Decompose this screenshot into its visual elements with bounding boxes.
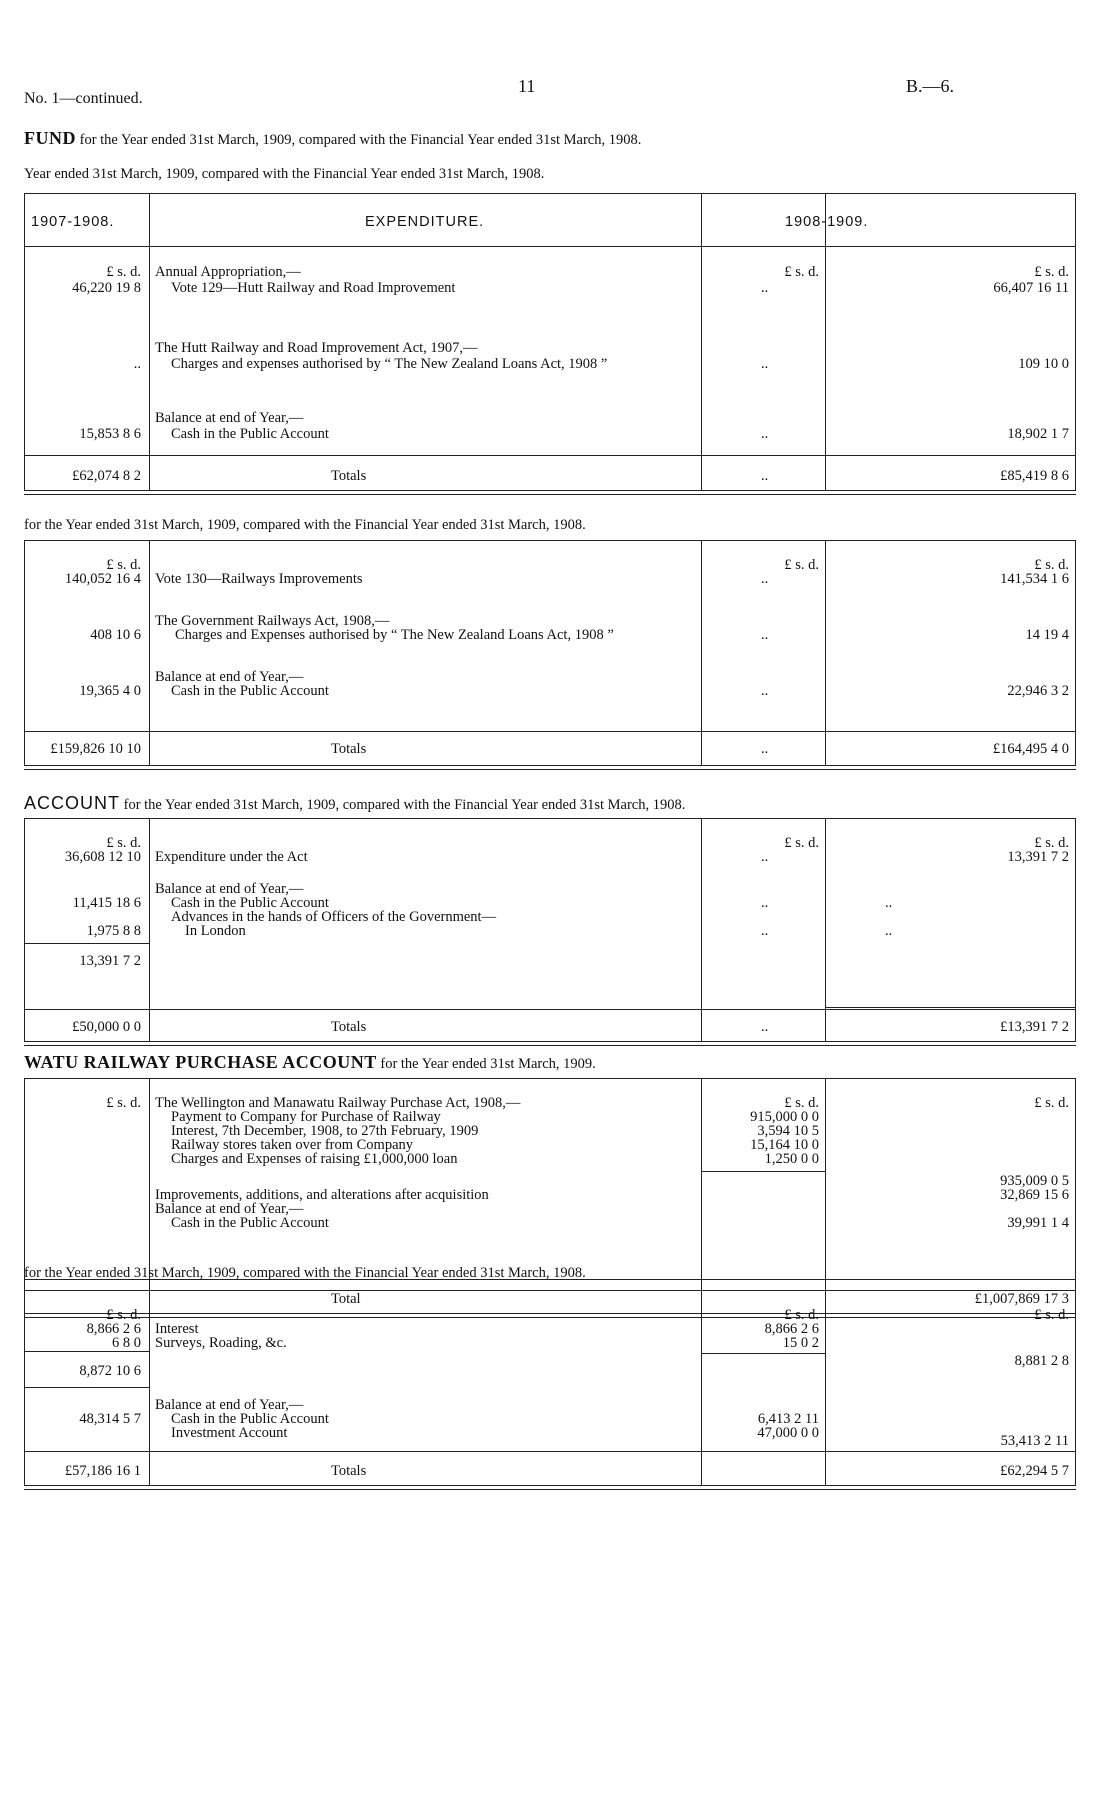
lsd-header: £ s. d.	[1034, 1307, 1069, 1323]
row-label: Interest	[155, 1321, 199, 1337]
row-label: The Hutt Railway and Road Improvement Act, 1907,—	[155, 340, 478, 356]
amount-balance: 53,413 2 11	[1000, 1433, 1069, 1449]
lsd-header: £ s. d.	[784, 557, 819, 573]
heading-railways-improvements: for the Year ended 31st March, 1909, compared with the Financial Year ended 31st March, 1908.	[24, 517, 586, 533]
row-label: Balance at end of Year,—	[155, 1201, 304, 1217]
row-label: Payment to Company for Purchase of Railway	[171, 1109, 441, 1125]
lsd-header: £ s. d.	[106, 264, 141, 280]
row-label: Annual Appropriation,—	[155, 264, 301, 280]
lsd-header: £ s. d.	[1034, 264, 1069, 280]
amount-1908: 109 10 0	[1018, 356, 1069, 372]
heading-fund: FUND for the Year ended 31st March, 1909, compared with the Financial Year ended 31st March, 1908.	[24, 128, 642, 148]
row-label: Balance at end of Year,—	[155, 410, 304, 426]
amount-item: 1,250 0 0	[764, 1151, 819, 1167]
amount-1907: 11,415 18 6	[72, 895, 141, 911]
row-label: Balance at end of Year,—	[155, 881, 304, 897]
lsd-header: £ s. d.	[1034, 557, 1069, 573]
amount-blank: ..	[885, 895, 893, 911]
total-1907: £159,826 10 10	[50, 741, 141, 757]
amount-1907: 1,975 8 8	[86, 923, 141, 939]
column-header-1907-1908: 1907-1908.	[31, 214, 115, 230]
totals-label: Totals	[331, 741, 367, 757]
lsd-header: £ s. d.	[784, 835, 819, 851]
amount-1908: 22,946 3 2	[1007, 683, 1069, 699]
lsd-header: £ s. d.	[106, 557, 141, 573]
total-1907: £62,074 8 2	[72, 468, 141, 484]
amount-blank: ..	[761, 426, 769, 442]
row-label: Railway stores taken over from Company	[171, 1137, 414, 1153]
row-label: Charges and expenses authorised by “ The New Zealand Loans Act, 1908 ”	[171, 356, 608, 372]
amount-1908: 18,902 1 7	[1007, 426, 1069, 442]
totals-label: Totals	[331, 468, 367, 484]
total-1908: £13,391 7 2	[1000, 1019, 1069, 1035]
row-label: Cash in the Public Account	[171, 683, 329, 699]
amount-1907: 48,314 5 7	[79, 1411, 141, 1427]
amount-blank: ..	[761, 683, 769, 699]
amount-1907: 19,365 4 0	[79, 683, 141, 699]
expenditure-table-railways	[24, 540, 1076, 766]
row-label: Advances in the hands of Officers of the Government—	[171, 909, 497, 925]
amount-subtotal: 8,872 10 6	[79, 1363, 141, 1379]
row-label: Vote 130—Railways Improvements	[155, 571, 363, 587]
amount-1908: 141,534 1 6	[1000, 571, 1069, 587]
amount-subtotal: 8,881 2 8	[1014, 1353, 1069, 1369]
amount-blank: ..	[761, 627, 769, 643]
lsd-header: £ s. d.	[106, 835, 141, 851]
amount-item: 47,000 0 0	[757, 1425, 819, 1441]
row-label: In London	[185, 923, 246, 939]
amount-item: 15 0 2	[782, 1335, 819, 1351]
amount-1907: 8,866 2 6	[86, 1321, 141, 1337]
amount-blank: ..	[761, 468, 769, 484]
row-label: The Wellington and Manawatu Railway Purchase Act, 1908,—	[155, 1095, 521, 1111]
row-label: Cash in the Public Account	[171, 1215, 329, 1231]
amount-item: 6,413 2 11	[757, 1411, 819, 1427]
amount-1908: 66,407 16 11	[993, 280, 1069, 296]
document-reference: B.—6.	[906, 76, 955, 96]
section-continued: No. 1—continued.	[24, 90, 143, 107]
lsd-header: £ s. d.	[106, 1307, 141, 1323]
amount-item: 8,866 2 6	[764, 1321, 819, 1337]
total-amount: £1,007,869 17 3	[974, 1291, 1069, 1307]
amount-subtotal: 13,391 7 2	[79, 953, 141, 969]
totals-label: Totals	[331, 1019, 367, 1035]
amount-blank: ..	[761, 741, 769, 757]
heading-watu-railway: WATU RAILWAY PURCHASE ACCOUNT for the Year ended 31st March, 1909.	[24, 1052, 596, 1072]
totals-label: Totals	[331, 1463, 367, 1479]
total-1908: £62,294 5 7	[1000, 1463, 1069, 1479]
total-label: Total	[331, 1291, 361, 1307]
row-label: Cash in the Public Account	[171, 895, 329, 911]
amount-1907: 36,608 12 10	[64, 849, 141, 865]
total-1908: £164,495 4 0	[992, 741, 1069, 757]
column-header-expenditure: EXPENDITURE.	[365, 214, 485, 230]
expenditure-table-hutt	[24, 193, 1076, 491]
page-number: 11	[518, 76, 536, 96]
total-1908: £85,419 8 6	[1000, 468, 1069, 484]
interest-account-table	[24, 1290, 1076, 1486]
total-1907: £57,186 16 1	[64, 1463, 141, 1479]
account-table	[24, 818, 1076, 1042]
row-label: The Government Railways Act, 1908,—	[155, 613, 390, 629]
lsd-header: £ s. d.	[1034, 1095, 1069, 1111]
amount-blank: ..	[761, 571, 769, 587]
amount-cash: 39,991 1 4	[1007, 1215, 1069, 1231]
row-label: Surveys, Roading, &c.	[155, 1335, 287, 1351]
row-label: Improvements, additions, and alterations after acquisition	[155, 1187, 489, 1203]
heading-interest-account: for the Year ended 31st March, 1909, compared with the Financial Year ended 31st March, 1908.	[24, 1265, 586, 1281]
lsd-header: £ s. d.	[784, 264, 819, 280]
amount-item: 15,164 10 0	[750, 1137, 819, 1153]
amount-blank: ..	[761, 849, 769, 865]
row-label: Balance at end of Year,—	[155, 1397, 304, 1413]
row-label: Charges and Expenses authorised by “ The New Zealand Loans Act, 1908 ”	[175, 627, 614, 643]
row-label: Investment Account	[171, 1425, 288, 1441]
amount-blank: ..	[761, 280, 769, 296]
row-label: Vote 129—Hutt Railway and Road Improvement	[171, 280, 456, 296]
row-label: Cash in the Public Account	[171, 426, 329, 442]
amount-blank: ..	[885, 923, 893, 939]
amount-1907: 15,853 8 6	[79, 426, 141, 442]
row-label: Interest, 7th December, 1908, to 27th February, 1909	[171, 1123, 479, 1139]
column-header-1908-1909: 1908-1909.	[785, 214, 869, 230]
row-label: Cash in the Public Account	[171, 1411, 329, 1427]
lsd-header: £ s. d.	[106, 1095, 141, 1111]
amount-item: 915,000 0 0	[750, 1109, 819, 1125]
amount-blank: ..	[761, 1019, 769, 1035]
total-1907: £50,000 0 0	[72, 1019, 141, 1035]
row-label: Charges and Expenses of raising £1,000,000 loan	[171, 1151, 458, 1167]
amount-1907: 408 10 6	[90, 627, 141, 643]
amount-1907: ..	[133, 356, 141, 372]
lsd-header: £ s. d.	[784, 1307, 819, 1323]
amount-item: 3,594 10 5	[757, 1123, 819, 1139]
amount-1908: 13,391 7 2	[1007, 849, 1069, 865]
amount-blank: ..	[761, 356, 769, 372]
amount-subtotal: 935,009 0 5	[1000, 1173, 1069, 1189]
amount-1907: 46,220 19 8	[72, 280, 141, 296]
heading-account: ACCOUNT for the Year ended 31st March, 1909, compared with the Financial Year ended 31st March, 1908.	[24, 793, 686, 813]
amount-improvements: 32,869 15 6	[1000, 1187, 1069, 1203]
amount-1907: 140,052 16 4	[64, 571, 141, 587]
amount-blank: ..	[761, 895, 769, 911]
row-label: Balance at end of Year,—	[155, 669, 304, 685]
amount-1907: 6 8 0	[112, 1335, 141, 1351]
row-label: Expenditure under the Act	[155, 849, 308, 865]
heading-year-ended: Year ended 31st March, 1909, compared with the Financial Year ended 31st March, 1908.	[24, 166, 545, 182]
lsd-header: £ s. d.	[1034, 835, 1069, 851]
amount-blank: ..	[761, 923, 769, 939]
lsd-header: £ s. d.	[784, 1095, 819, 1111]
amount-1908: 14 19 4	[1025, 627, 1069, 643]
